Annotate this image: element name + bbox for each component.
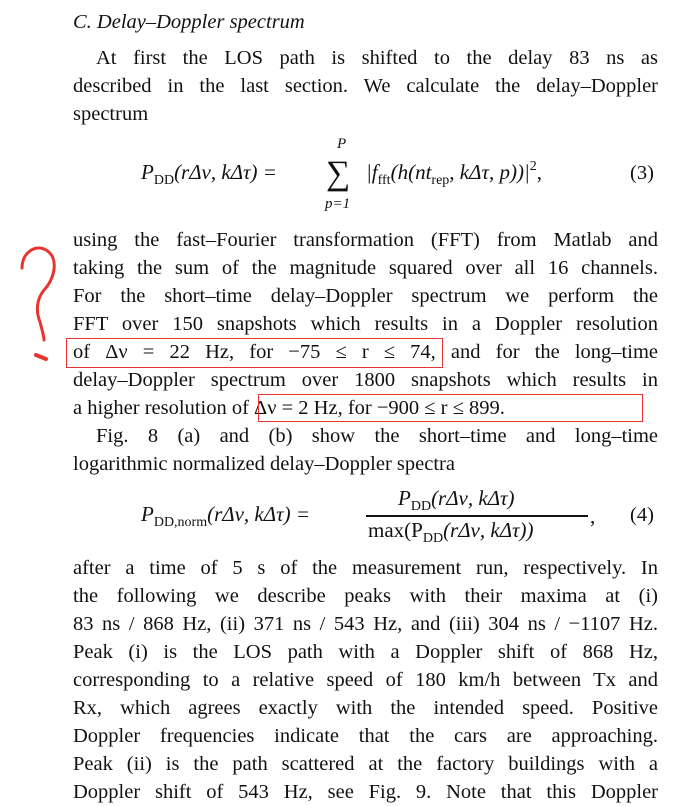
para4-line-5: corresponding to a relative speed of 180 km/h between Tx and — [73, 669, 658, 691]
sigma-symbol: ∑ — [326, 155, 351, 192]
eq4-numerator: $P_{DD}(r\Delta\nu$, kΔτ) — [398, 486, 515, 514]
eq4-lhs: $P_{DD,norm}(r\Delta\nu$, kΔτ) = — [141, 502, 310, 530]
para4-line-1: after a time of 5 s of the measurement run, respectively. In — [73, 557, 658, 579]
para4-line-2: the following we describe peaks with their maxima at (i) — [73, 585, 658, 607]
para2-line-2: taking the sum of the magnitude squared over all 16 channels. — [73, 257, 658, 279]
question-mark-stroke — [22, 248, 54, 340]
eq4-number: (4) — [630, 504, 654, 526]
para4-line-8: Peak (ii) is the path scattered at the factory buildings with a — [73, 753, 658, 775]
para4-line-6: Rx, which agrees exactly with the intended speed. Positive — [73, 697, 658, 719]
eq3-number: (3) — [630, 162, 654, 184]
eq4-comma: , — [590, 504, 596, 528]
para4-line-4: Peak (i) is the LOS path with a Doppler shift of 868 Hz, — [73, 641, 658, 663]
eq3-sum-lower: p=1 — [325, 196, 351, 212]
para2-line-4: FFT over 150 snapshots which results in a Doppler resolution — [73, 313, 658, 335]
para4-line-7: Doppler frequencies indicate that the cars are approaching. — [73, 725, 658, 747]
para2-line-1: using the fast–Fourier transformation (FFT) from Matlab and — [73, 229, 658, 251]
eq3-lhs: $P_{DD}(r\Delta\nu$, kΔτ) = — [141, 160, 277, 188]
section-heading: C. Delay–Doppler spectrum — [73, 11, 305, 33]
para2-line-3: For the short–time delay–Doppler spectrum we perform the — [73, 285, 658, 307]
para2-line-7: a higher resolution of Δν = 2 Hz, for −900 ≤ r ≤ 899. — [73, 397, 505, 419]
para2-line-6: delay–Doppler spectrum over 1800 snapshots which results in — [73, 369, 658, 391]
para2-line-5: of Δν = 22 Hz, for −75 ≤ r ≤ 74, and for the long–time — [73, 341, 658, 363]
para4-line-3: 83 ns / 868 Hz, (ii) 371 ns / 543 Hz, and (iii) 304 ns / −1107 Hz. — [73, 613, 658, 635]
eq4-denominator: $\max(P_{DD}(r\Delta\nu$, kΔτ)) — [368, 518, 534, 546]
question-mark-dot — [36, 355, 46, 359]
para3-line-2: logarithmic normalized delay–Doppler spectra — [73, 453, 455, 475]
para1-line-1: At first the LOS path is shifted to the delay 83 ns as — [96, 47, 658, 69]
para3-line-1: Fig. 8 (a) and (b) show the short–time and long–time — [96, 425, 658, 447]
para1-line-2: described in the last section. We calculate the delay–Doppler — [73, 75, 658, 97]
para1-line-3: spectrum — [73, 103, 149, 125]
eq3-sum-upper: P — [337, 136, 347, 152]
para4-line-9: Doppler shift of 543 Hz, see Fig. 9. Note that this Doppler — [73, 781, 658, 803]
eq3-rhs: $|f_{fft}(h(nt_{rep}$, kΔτ, $p))|^2$, — [366, 159, 542, 188]
